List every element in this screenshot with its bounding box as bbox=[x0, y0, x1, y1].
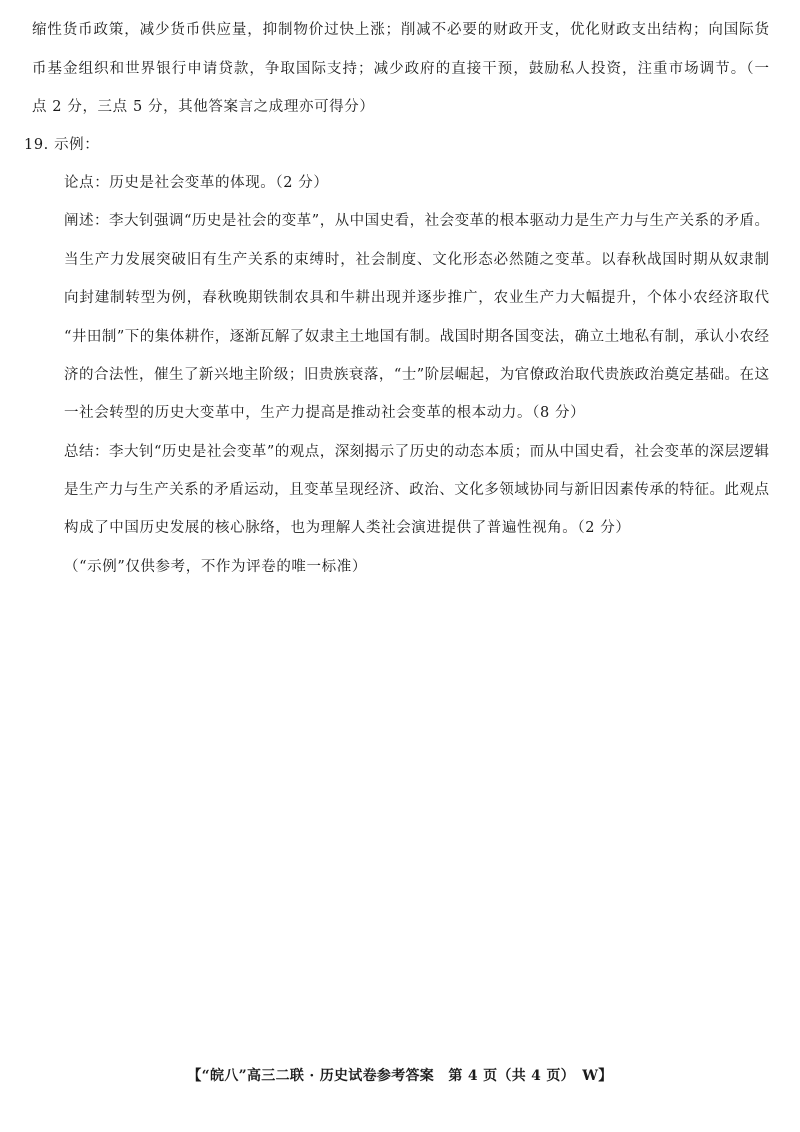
intro-line-2: 币基金组织和世界银行申请贷款，争取国际支持；减少政府的直接干预，鼓励私人投资，注重市场调节。（一 bbox=[32, 61, 769, 77]
summary-line-3: 构成了中国历史发展的核心脉络，也为理解人类社会演进提供了普遍性视角。（2 分） bbox=[64, 520, 631, 536]
elaboration-line-5: 济的合法性，催生了新兴地主阶级；旧贵族衰落，“士”阶层崛起，为官僚政治取代贵族政治奠定基础。在这 bbox=[64, 367, 769, 383]
question-19-label: 19. 示例： bbox=[24, 137, 100, 153]
elaboration-line-6: 一社会转型的历史大变革中，生产力提高是推动社会变革的根本动力。（8 分） bbox=[64, 405, 586, 421]
summary-line-1: 总结：李大钊“历史是社会变革”的观点，深刻揭示了历史的动态本质；而从中国史看，社会变革的深层逻辑 bbox=[64, 444, 769, 460]
elaboration-line-3: 向封建制转型为例，春秋晚期铁制农具和牛耕出现并逐步推广，农业生产力大幅提升，个体小农经济取代 bbox=[64, 290, 769, 306]
intro-line-1: 缩性货币政策，减少货币供应量，抑制物价过快上涨；削减不必要的财政开支，优化财政支出结构；向国际货 bbox=[32, 22, 769, 38]
thesis-line: 论点：历史是社会变革的体现。（2 分） bbox=[64, 175, 329, 191]
elaboration-line-2: 当生产力发展突破旧有生产关系的束缚时，社会制度、文化形态必然随之变革。以春秋战国时期从奴隶制 bbox=[64, 252, 769, 268]
elaboration-line-4: “井田制”下的集体耕作，逐渐瓦解了奴隶主土地国有制。战国时期各国变法，确立土地私有制，承认小农经 bbox=[64, 329, 769, 345]
elaboration-line-1: 阐述：李大钊强调“历史是社会的变革”，从中国史看，社会变革的根本驱动力是生产力与生产关系的矛盾。 bbox=[64, 213, 769, 229]
summary-line-2: 是生产力与生产关系的矛盾运动，且变革呈现经济、政治、文化多领域协同与新旧因素传承的特征。此观点 bbox=[64, 482, 769, 498]
example-note: （“示例”仅供参考，不作为评卷的唯一标准） bbox=[64, 559, 367, 575]
page-footer: 【“皖八”高三二联 · 历史试卷参考答案 第 4 页（共 4 页） W】 bbox=[187, 1068, 613, 1084]
intro-line-3: 点 2 分，三点 5 分，其他答案言之成理亦可得分） bbox=[32, 99, 375, 115]
